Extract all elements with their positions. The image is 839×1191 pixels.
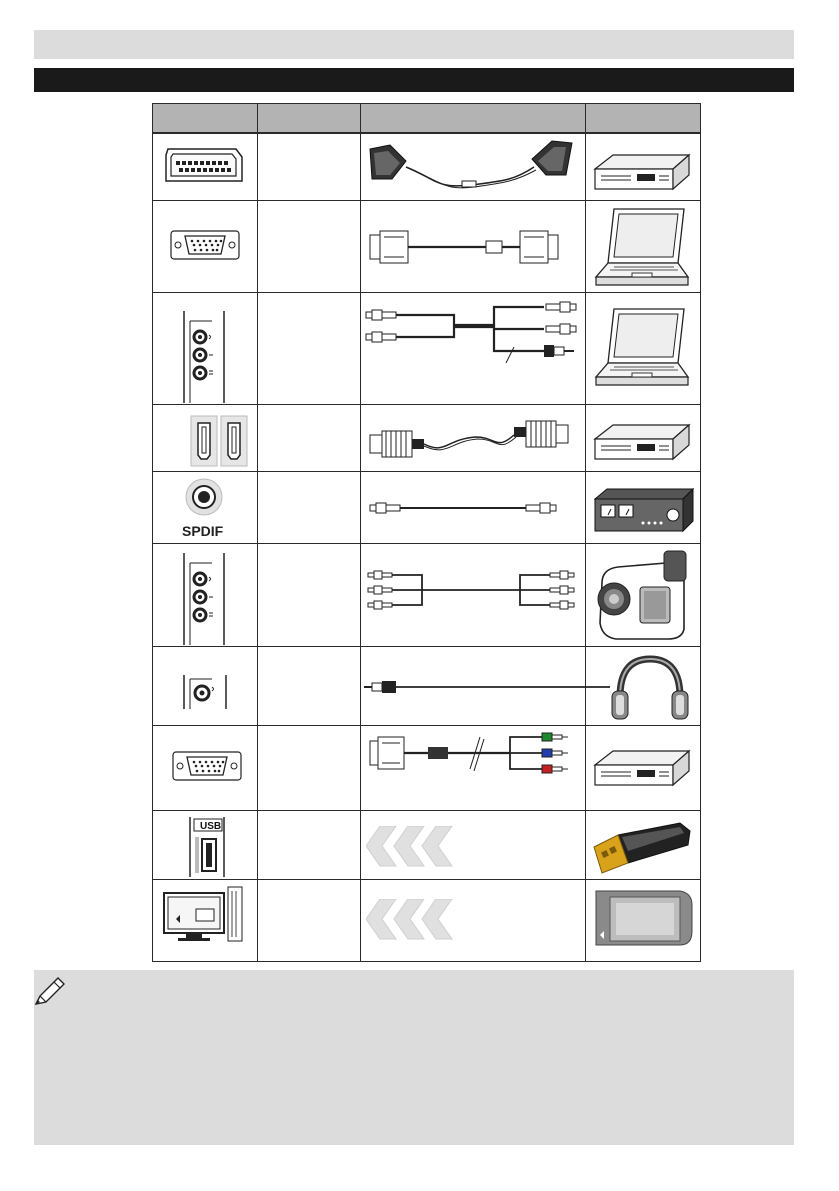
pc-audio-cable-icon	[364, 299, 580, 379]
laptop-icon	[592, 207, 692, 287]
insert-arrows-icon	[366, 899, 466, 941]
headphone-cable-icon	[364, 675, 614, 705]
note-panel	[34, 970, 794, 1145]
ypbpr-vga-socket-icon	[172, 751, 242, 781]
spdif-label: SPDIF	[182, 523, 224, 539]
dvd-recorder-icon	[593, 149, 693, 193]
hdmi-cable-icon	[366, 415, 576, 465]
usb-stick-icon	[588, 817, 694, 877]
cam-module-icon	[594, 889, 694, 947]
scart-cable-icon	[366, 139, 576, 195]
av-cable-icon	[366, 567, 576, 617]
camcorder-icon	[592, 549, 692, 641]
spdif-socket-icon	[184, 477, 224, 517]
connection-table	[152, 103, 701, 962]
top-header-band	[34, 30, 794, 59]
pencil-note-icon	[30, 974, 66, 1010]
ypbpr-cable-icon	[366, 731, 582, 781]
usb-socket-icon	[188, 815, 228, 877]
vga-cable-icon	[366, 227, 566, 267]
usb-label: USB	[200, 821, 222, 832]
vga-socket-icon	[170, 230, 240, 260]
hdmi-sockets-icon	[190, 415, 250, 467]
amplifier-icon	[593, 485, 697, 535]
laptop-icon	[592, 307, 692, 387]
ci-slot-icon	[162, 885, 248, 943]
section-title-bar	[34, 68, 794, 92]
headphone-socket-icon	[182, 675, 230, 709]
scart-socket-icon	[164, 147, 244, 183]
side-av-socket-icon	[182, 311, 230, 403]
side-av-socket-icon	[182, 553, 230, 645]
insert-arrows-icon	[366, 826, 466, 868]
dvd-recorder-icon	[593, 745, 693, 789]
dvd-recorder-icon	[593, 419, 693, 463]
headphones-icon	[610, 653, 690, 723]
coaxial-cable-icon	[366, 495, 566, 521]
